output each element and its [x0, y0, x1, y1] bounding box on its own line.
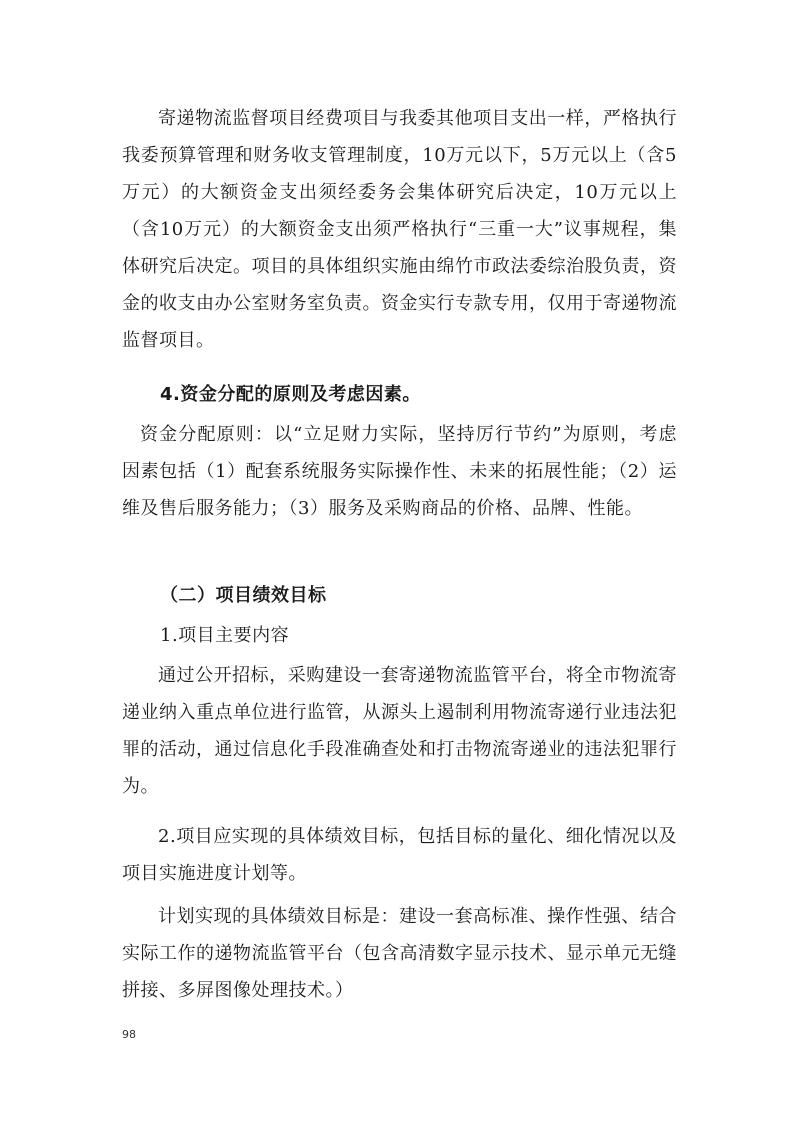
paragraph-main-content: 通过公开招标，采购建设一套寄递物流监管平台，将全市物流寄递业纳入重点单位进行监管，从源头上遏制利用物流寄递行业违法犯罪的活动，通过信息化手段准确查处和打击物流寄递业的违法犯罪行为。: [122, 665, 677, 797]
paragraph-planned-goals: 计划实现的具体绩效目标是：建设一套高标准、操作性强、结合实际工作的递物流监管平台（包含高清数字显示技术、显示单元无缝拼接、多屏图像处理技术。）: [122, 906, 677, 1001]
paragraph-fund-management: 寄递物流监督项目经费项目与我委其他项目支出一样，严格执行我委预算管理和财务收支管理制度，10万元以下，5万元以上（含5万元）的大额资金支出须经委务会集体研究后决定，10万元以上（含10万元）的大额资金支出须严格执行“三重一大”议事规程，集体研究后决定。项目的具体组织实施由绵竹市政法委综治股负责，资金的收支由办公室财务室负责。资金实行专款专用，仅用于寄递物流监督项目。: [122, 108, 677, 351]
heading-fund-allocation: 4.资金分配的原则及考虑因素。: [160, 384, 421, 405]
page-number: 98: [122, 1028, 136, 1041]
heading-performance-goals: （二）项目绩效目标: [160, 585, 327, 606]
subheading-main-content: 1.项目主要内容: [160, 625, 290, 646]
paragraph-allocation-principles: 资金分配原则：以“立足财力实际，坚持厉行节约”为原则，考虑因素包括（1）配套系统服务实际操作性、未来的拓展性能；（2）运维及售后服务能力；（3）服务及采购商品的价格、品牌、性能。: [122, 424, 677, 519]
paragraph-specific-goals: 2.项目应实现的具体绩效目标，包括目标的量化、细化情况以及项目实施进度计划等。: [122, 826, 677, 884]
